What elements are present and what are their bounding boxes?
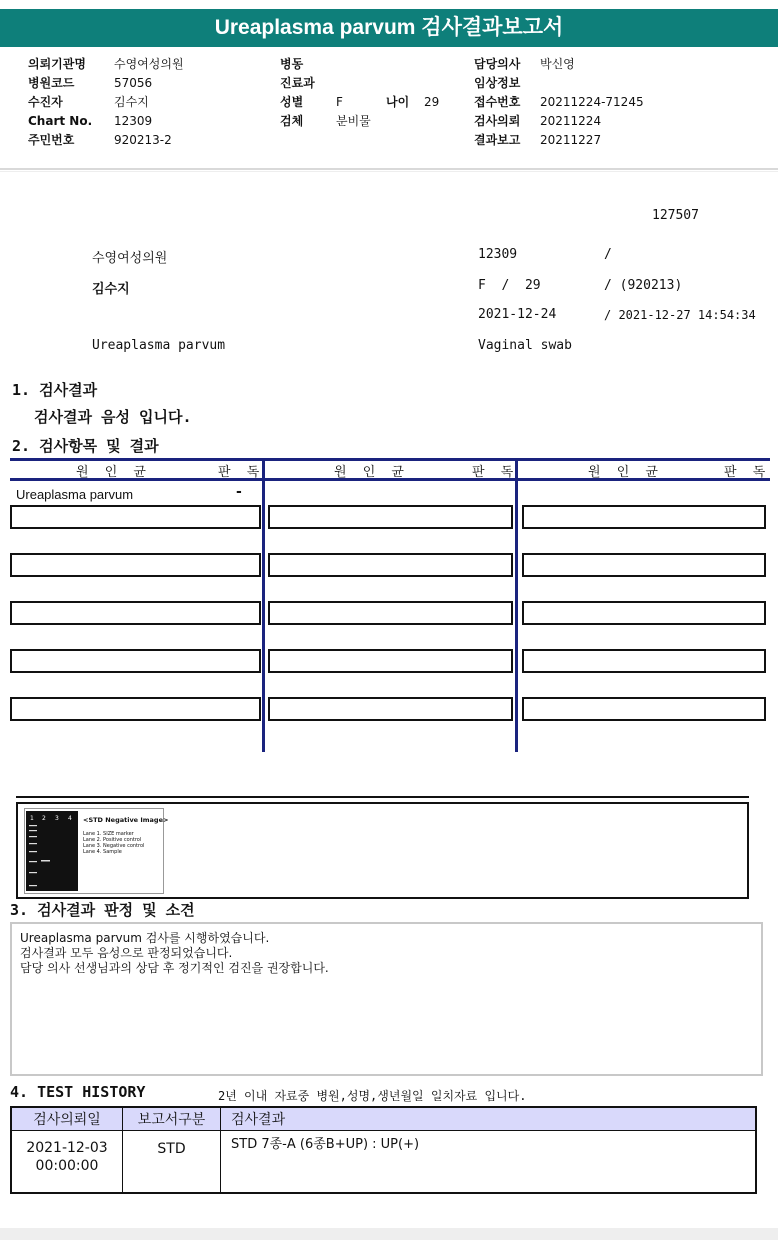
receipt-no-label: 접수번호: [474, 95, 521, 109]
gel-lane-number-2: 2: [42, 815, 46, 822]
gel-lane-legend: [83, 831, 144, 855]
result-cell: [10, 601, 261, 625]
result-cell: [268, 553, 513, 577]
clinical-info-label: 임상정보: [474, 76, 521, 90]
header-col1: [28, 57, 184, 152]
patient-value: 김수지: [114, 95, 149, 109]
header-divider: [0, 168, 778, 170]
patient-slash: /: [604, 247, 612, 262]
header-divider-shadow: [0, 171, 778, 172]
gel-lane-number-1: 1: [30, 815, 34, 822]
specimen-value: 분비물: [336, 114, 371, 128]
table-row: [11, 1131, 756, 1194]
result-pathogen-name: Ureaplasma parvum: [16, 487, 134, 502]
patient-clinic: 수영여성의원: [92, 251, 168, 266]
result-cell: [10, 649, 261, 673]
gel-lane-4: Lane 4. Sample: [83, 849, 122, 855]
department-label: 진료과: [280, 76, 315, 90]
col-pathogen-2: 원 인 균: [334, 465, 410, 480]
hospital-code-value: 57056: [114, 76, 153, 90]
result-judgement-value: -: [236, 484, 242, 500]
sex-value: F: [336, 95, 343, 109]
history-note: 2년 이내 자료중 병원,성명,생년월일 일치자료 입니다.: [218, 1089, 527, 1103]
patient-test-name: Ureaplasma parvum: [92, 338, 226, 353]
patient-birth: / (920213): [604, 278, 683, 293]
history-result: STD 7종-A (6종B+UP) : UP(+): [221, 1131, 757, 1194]
patient-specimen: Vaginal swab: [478, 338, 572, 353]
gel-lane-1: Lane 1. SIZE marker: [83, 831, 134, 837]
gel-lane-3: Lane 3. Negative control: [83, 843, 145, 849]
history-header-row: [11, 1107, 756, 1131]
header-col2: [280, 57, 439, 133]
result-table-divider-1: [262, 458, 265, 752]
doctor-label: 담당의사: [474, 57, 521, 71]
header-col3: [474, 57, 644, 152]
gel-lane-number-3: 3: [55, 815, 59, 822]
report-title: Ureaplasma parvum 검사결과보고서: [0, 9, 778, 47]
history-col-result: 검사결과: [221, 1107, 757, 1131]
gel-top-rule: [16, 796, 749, 798]
report-date-label: 결과보고: [474, 133, 521, 147]
gel-image-title: <STD Negative Image>: [83, 816, 169, 824]
request-date-value: 20211224: [540, 114, 602, 128]
resident-no-value: 920213-2: [114, 133, 172, 147]
patient-chart: 12309: [478, 247, 518, 262]
chart-no-label: Chart No.: [28, 114, 93, 128]
remark-box: [10, 922, 763, 1076]
age-value: 29: [424, 95, 440, 109]
doctor-value: 박신영: [540, 57, 575, 71]
col-judgement-3: 판 독: [724, 465, 772, 480]
report-id: 127507: [652, 208, 699, 223]
history-date: 2021-12-03: [26, 1140, 108, 1156]
history-date-cell: [11, 1131, 123, 1194]
sex-label: 성별: [280, 95, 304, 109]
result-cell: [10, 697, 261, 721]
result-cell: [268, 601, 513, 625]
receipt-no-value: 20211224-71245: [540, 95, 644, 109]
history-table: [10, 1106, 757, 1194]
section2-heading: 2. 검사항목 및 결과: [12, 437, 159, 455]
result-cell: [268, 697, 513, 721]
patient-label: 수진자: [28, 95, 63, 109]
remark-line: Ureaplasma parvum 검사를 시행하였습니다.: [20, 931, 270, 945]
history-type: STD: [123, 1131, 221, 1194]
col-pathogen-1: 원 인 균: [76, 465, 152, 480]
patient-sex-age: F / 29: [478, 278, 541, 293]
hospital-code-label: 병원코드: [28, 76, 75, 90]
report-date-value: 20211227: [540, 133, 602, 147]
gel-lane-number-4: 4: [68, 815, 72, 822]
chart-no-value: 12309: [114, 114, 153, 128]
result-table-divider-2: [515, 458, 518, 752]
specimen-label: 검체: [280, 114, 304, 128]
section3-heading: 3. 검사결과 판정 및 소견: [10, 901, 195, 919]
remark-line: 담당 의사 선생님과의 상담 후 정기적인 검진을 권장합니다.: [20, 961, 329, 975]
age-label: 나이: [386, 95, 410, 109]
page-footer: [0, 1228, 778, 1240]
col-judgement-2: 판 독: [472, 465, 520, 480]
history-col-date: 검사의뢰일: [11, 1107, 123, 1131]
gel-lane-2: Lane 2. Positive control: [83, 837, 142, 843]
col-pathogen-3: 원 인 균: [588, 465, 664, 480]
resident-no-label: 주민번호: [28, 133, 75, 147]
ward-label: 병동: [280, 57, 304, 71]
section1-heading: 1. 검사결과: [12, 381, 98, 399]
result-cell: [10, 505, 261, 529]
patient-name: 김수지: [92, 282, 130, 297]
remark-line: 검사결과 모두 음성으로 판정되었습니다.: [20, 946, 233, 960]
section4-heading: 4. TEST HISTORY: [10, 1083, 146, 1101]
clinic-label: 의뢰기관명: [28, 57, 86, 71]
patient-request-date: 2021-12-24: [478, 307, 557, 322]
gel-electrophoresis-image: [26, 811, 78, 891]
result-cell: [268, 505, 513, 529]
col-judgement-1: 판 독: [218, 465, 266, 480]
history-time: 00:00:00: [35, 1158, 99, 1174]
result-cell: [522, 553, 766, 577]
request-date-label: 검사의뢰: [474, 114, 521, 128]
result-cell: [522, 505, 766, 529]
history-col-type: 보고서구분: [123, 1107, 221, 1131]
clinic-value: 수영여성의원: [114, 57, 184, 71]
result-cell: [10, 553, 261, 577]
result-cell: [268, 649, 513, 673]
gel-image-card: [24, 808, 169, 894]
result-cell: [522, 697, 766, 721]
result-cell: [522, 649, 766, 673]
result-cell: [522, 601, 766, 625]
patient-report-datetime: / 2021-12-27 14:54:34: [604, 308, 756, 322]
section1-text: 검사결과 음성 입니다.: [34, 408, 192, 426]
